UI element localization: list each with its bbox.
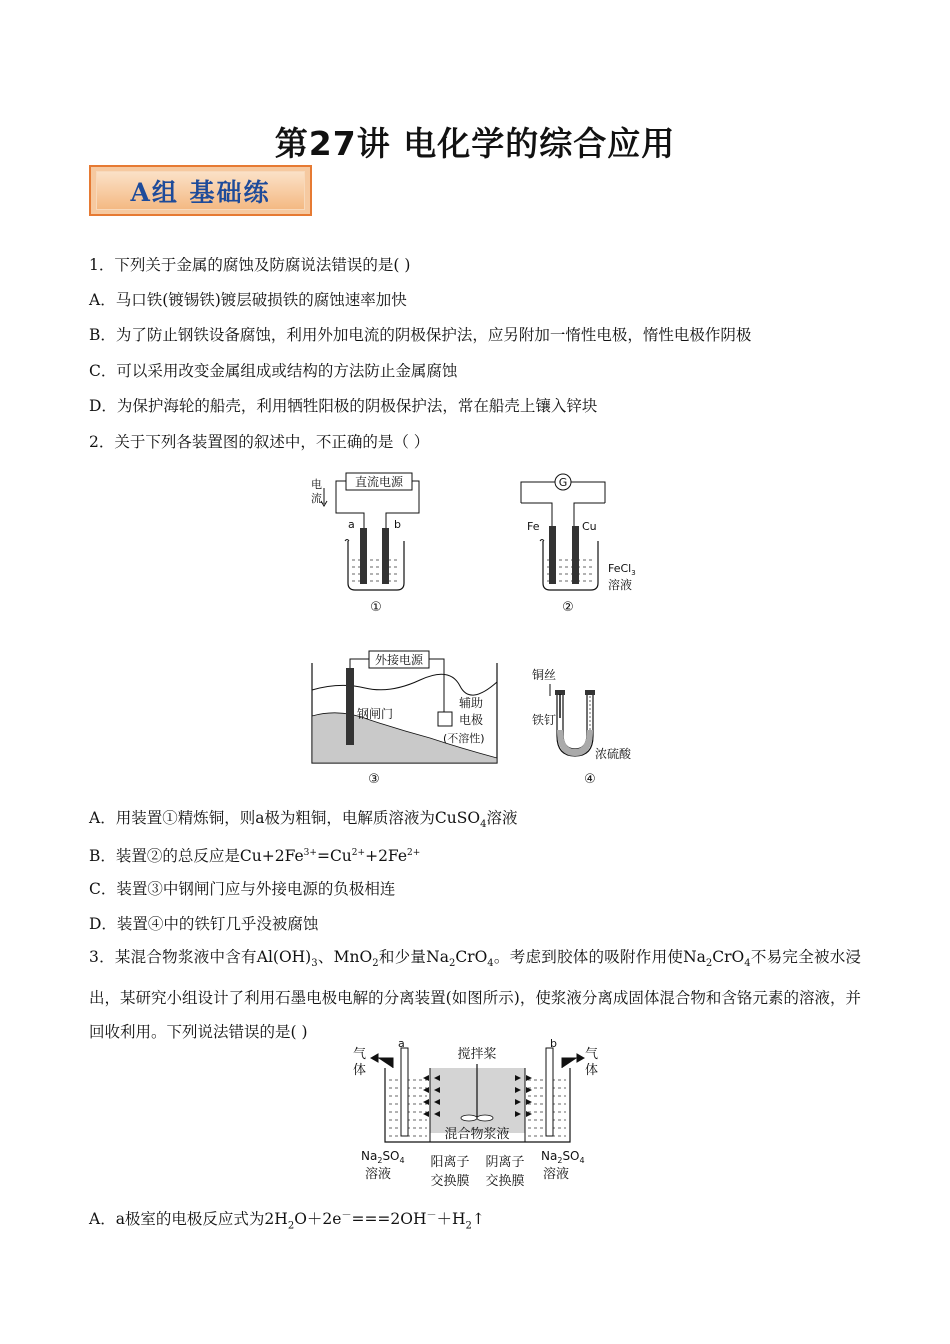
d4-nail-label: 铁钉 <box>532 713 557 727</box>
d3-label: ③ <box>368 772 380 787</box>
na2so4-left-formula: $Na_2SO_4$ <box>361 1149 405 1165</box>
d1-label: ① <box>370 600 382 615</box>
galvanometer-label: G <box>558 476 568 489</box>
anion-membrane-label-2: 交换膜 <box>485 1174 525 1189</box>
gas-right-label-2: 体 <box>585 1063 599 1078</box>
electrode-a-label: a <box>398 1037 405 1050</box>
gas-left-label-1: 气 <box>353 1047 367 1062</box>
q1-option-c: C．可以采用改变金属组成或结构的方法防止金属腐蚀 <box>89 362 458 380</box>
d2-fe-label: Fe <box>527 520 540 533</box>
anion-membrane-label-1: 阴离子 <box>485 1155 525 1170</box>
d4-label: ④ <box>584 772 596 787</box>
d1-current-label-1: 电 <box>311 478 322 491</box>
d4-wire-label: 铜丝 <box>532 668 557 682</box>
na2so4-right-formula: $Na_2SO_4$ <box>541 1149 585 1165</box>
d1-a-label: a <box>348 518 355 531</box>
d1-power-label: 直流电源 <box>354 475 404 489</box>
d2-solution-label: 溶液 <box>608 578 633 592</box>
d3-power-label: 外接电源 <box>374 653 424 667</box>
q1-stem: 1．下列关于金属的腐蚀及防腐说法错误的是( ) <box>89 256 411 274</box>
d3-aux-label-1: 辅助 <box>459 696 484 710</box>
d1-current-label-2: 流 <box>311 492 322 505</box>
gas-left-label-2: 体 <box>353 1063 367 1078</box>
cation-membrane-label-1: 阳离子 <box>430 1155 470 1170</box>
section-badge <box>89 165 312 216</box>
q2-stem: 2．关于下列各装置图的叙述中，不正确的是（ ） <box>89 433 430 451</box>
device-4-u-tube <box>532 667 632 787</box>
d2-solution-formula: FeCl$_3$ <box>608 562 636 577</box>
d1-b-label: b <box>394 518 401 531</box>
section-badge-label: A组 基础练 <box>96 171 305 210</box>
slurry-label: 混合物浆液 <box>444 1127 510 1142</box>
d3-aux-label-2: 电极 <box>459 713 484 727</box>
gas-right-label-1: 气 <box>585 1047 599 1062</box>
q2-option-c: C．装置③中钢闸门应与外接电源的负极相连 <box>89 880 396 898</box>
d4-acid-label: 浓硫酸 <box>595 747 632 761</box>
d3-aux-label-3: (不溶性) <box>443 732 485 745</box>
electrode-b-label: b <box>550 1037 557 1050</box>
device-1-electrolysis <box>311 473 419 615</box>
device-3-steel-gate <box>312 651 497 787</box>
d2-cu-label: Cu <box>582 520 597 533</box>
device-2-galvanic <box>521 474 636 615</box>
cation-membrane-label-2: 交换膜 <box>430 1174 470 1189</box>
q3-stem: 3．某混合物浆液中含有$Al(OH)_3$、MnO$_2$和少量$Na_2CrO_4$。考虑到胶体的吸附作用使$Na_2CrO_4$不易完全被水浸出，某研究小组设计了利用石墨电极电解的分离装置(如图所示)，使浆液分离成固体混合物和含铬元素的溶液，并回收利用。下列说法错误的是( ) <box>89 948 861 1042</box>
q1-option-b: B．为了防止钢铁设备腐蚀，利用外加电流的阴极保护法，应另附加一惰性电极，惰性电极作阴极 <box>89 326 752 344</box>
na2so4-left-label: 溶液 <box>365 1167 392 1182</box>
q2-option-a: A．用装置①精炼铜，则a极为粗铜，电解质溶液为CuSO$_4$溶液 <box>89 809 518 831</box>
d2-label: ② <box>562 600 574 615</box>
d3-gate-label: 钢闸门 <box>357 707 394 721</box>
na2so4-right-label: 溶液 <box>543 1167 570 1182</box>
stirrer-label: 搅拌桨 <box>457 1047 497 1062</box>
q1-option-a: A．马口铁(镀锡铁)镀层破损铁的腐蚀速率加快 <box>89 291 407 309</box>
q2-option-b: B．装置②的总反应是$Cu+2Fe^{3+}=Cu^{2+}+2Fe^{2+}$ <box>89 847 421 866</box>
q2-apparatus-figure <box>300 468 660 793</box>
q3-option-a: A．a极室的电极反应式为$2H_2O+2e^-===2OH^-+H_2↑$ <box>89 1210 485 1232</box>
page-title: 第27讲 电化学的综合应用 <box>274 124 676 163</box>
q2-option-d: D．装置④中的铁钉几乎没被腐蚀 <box>89 915 319 933</box>
q1-option-d: D．为保护海轮的船壳，利用牺牲阳极的阴极保护法，常在船壳上镶入锌块 <box>89 397 598 415</box>
q3-electrolysis-figure <box>345 1036 610 1196</box>
